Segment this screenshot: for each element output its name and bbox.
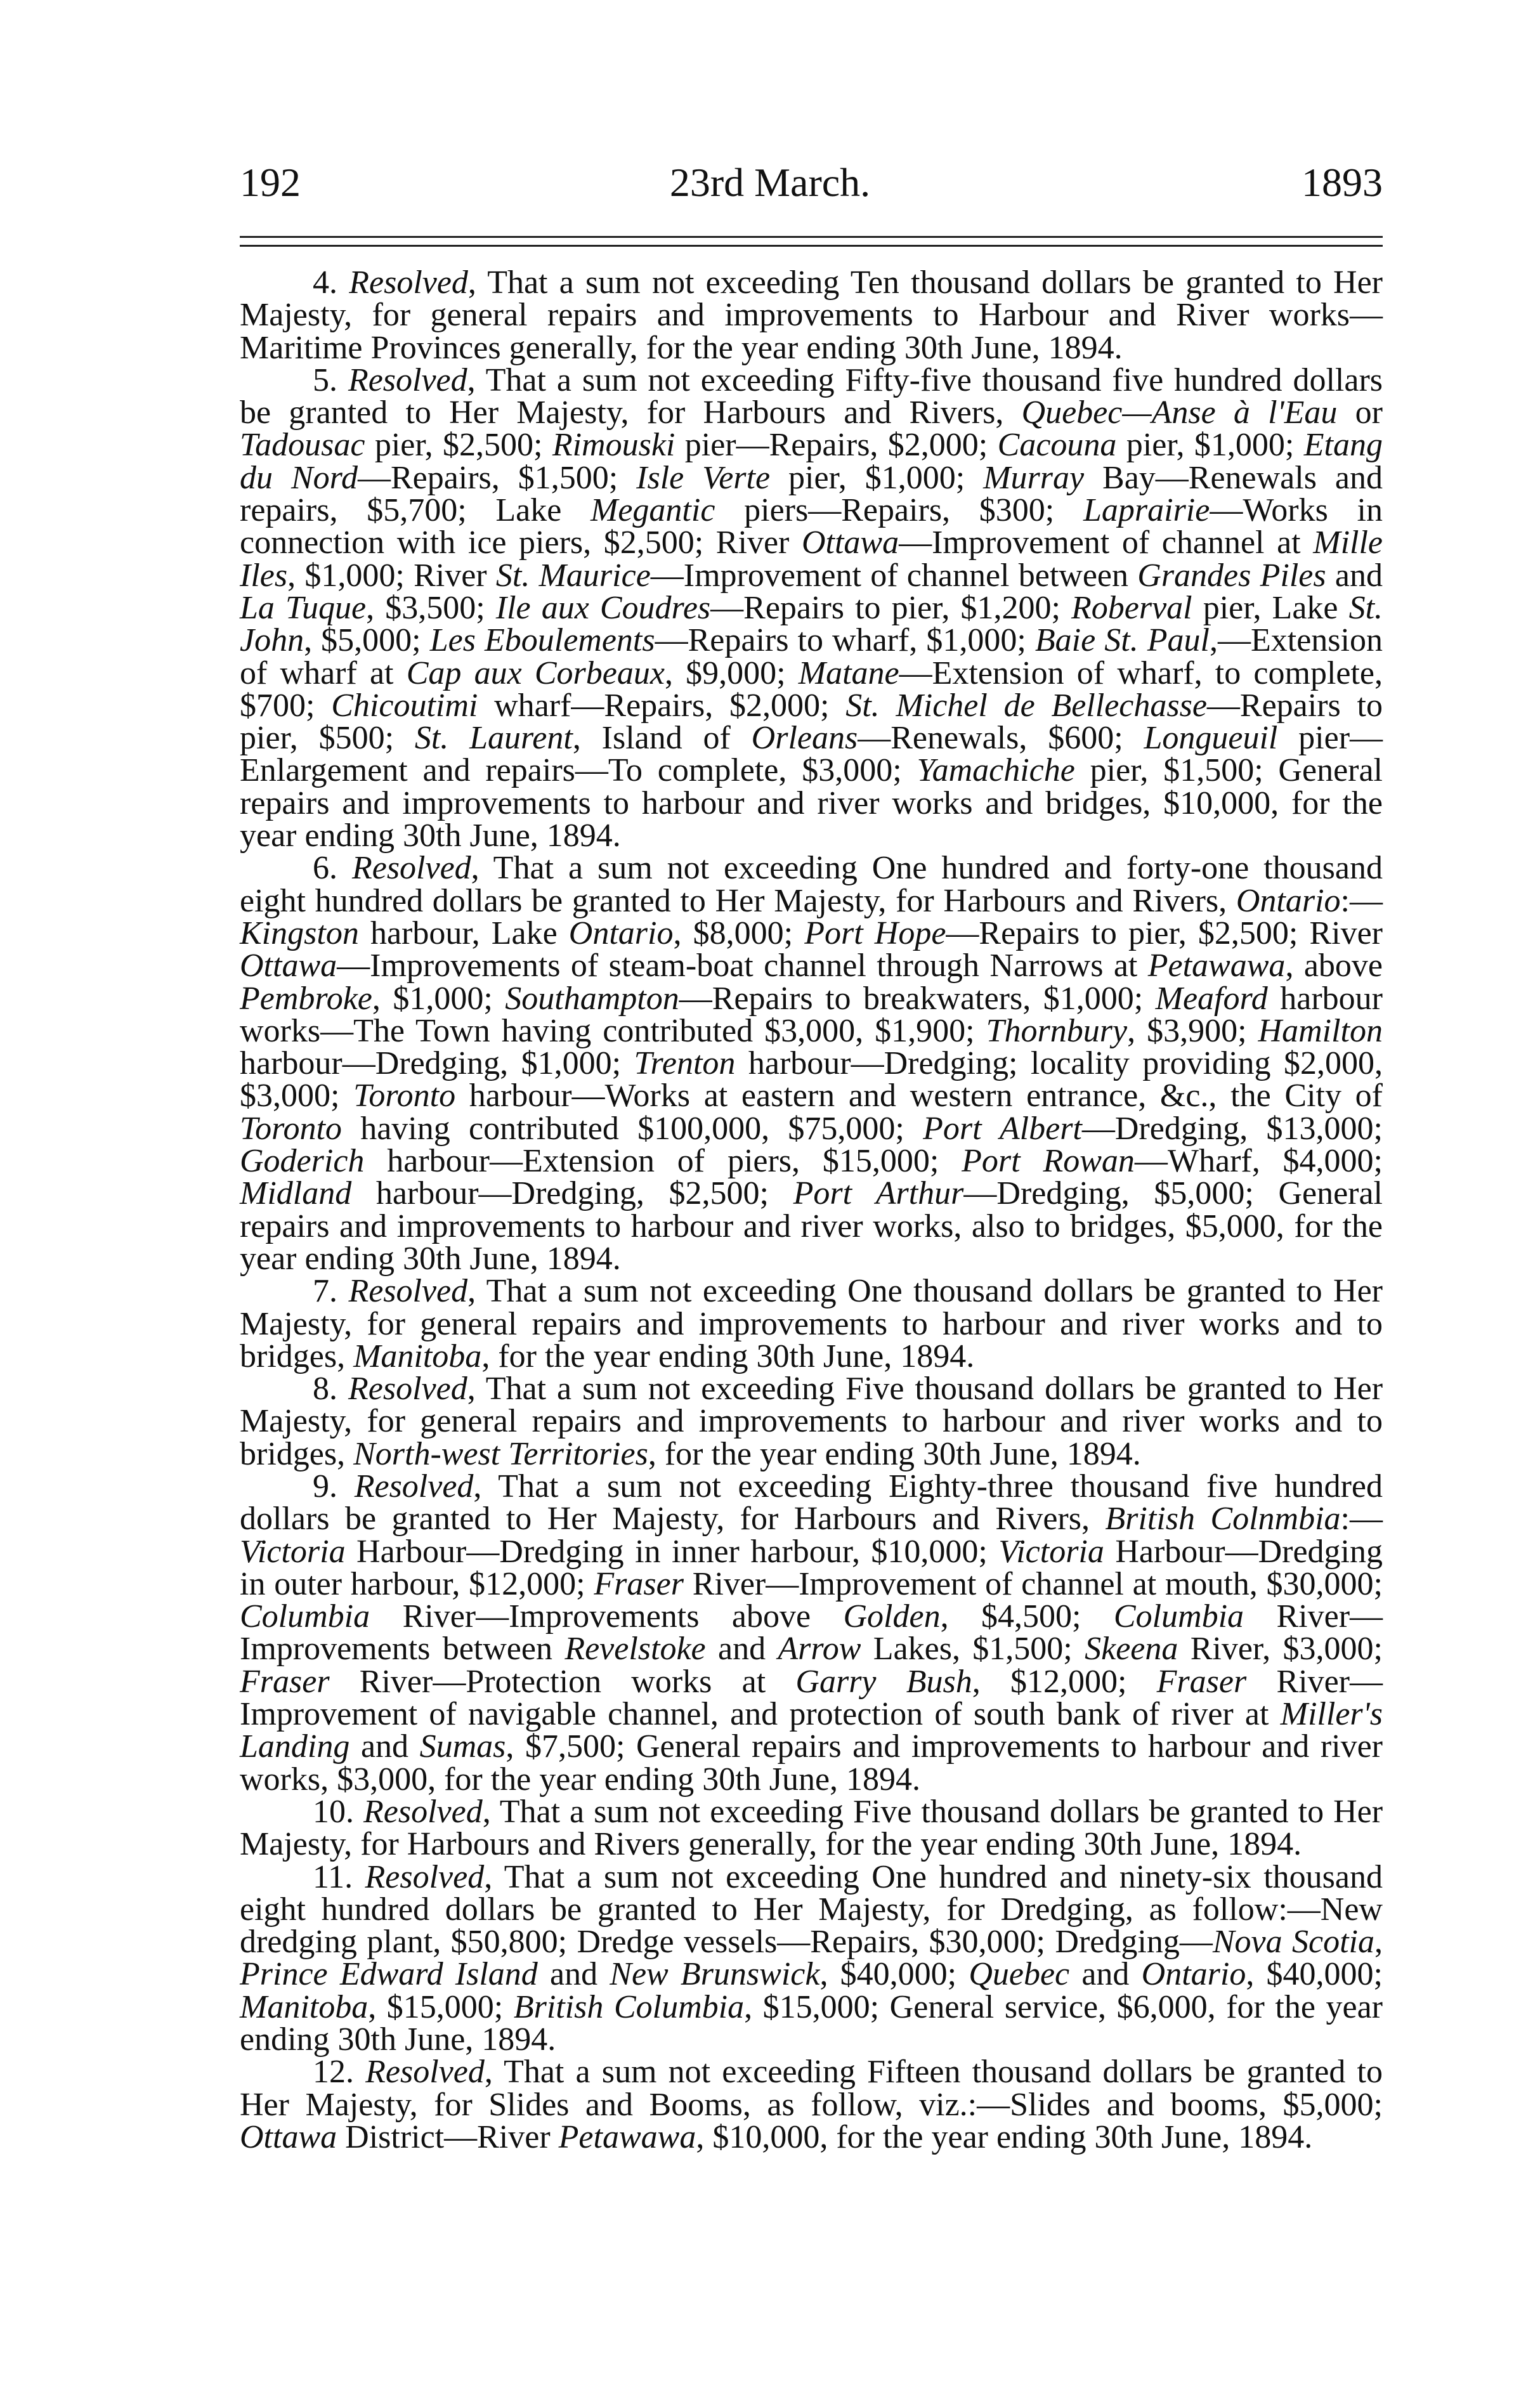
resolution-9: 9. Resolved, That a sum not exceeding Eighty-three thousand five hundred dollars be granted to Her Majesty, for Harbours and Rivers, British Colnmbia:—Victoria Harbour—Dredging in inner harbour, $10,000; Victoria Harbour—Dredging in outer harbour, $12,000; Fraser River—Improvement of channel at mouth, $30,000; Columbia River—Improvements above Golden, $4,500; Columbia River—Improvements between Revelstoke and Arrow Lakes, $1,500; Skeena River, $3,000; Fraser River—Protection works at Garry Bush, $12,000; Fraser River—Improvement of navigable channel, and protection of south bank of river at Miller's Landing and Sumas, $7,500; General repairs and improvements to harbour and river works, $3,000, for the year ending 30th June, 1894. [240,1468,1383,1798]
resolution-12: 12. Resolved, That a sum not exceeding Fifteen thousand dollars be granted to Her Majesty, for Slides and Booms, as follow, viz.:—Slides and booms, $5,000; Ottawa District—River Petawawa, $10,000, for the year ending 30th June, 1894. [240,2054,1383,2155]
resolution-10: 10. Resolved, That a sum not exceeding Five thousand dollars be granted to Her Majesty, for Harbours and Rivers generally, for the year ending 30th June, 1894. [240,1793,1383,1863]
header-rule-bottom [240,245,1383,247]
resolutions-body [240,266,1383,2153]
resolution-11: 11. Resolved, That a sum not exceeding One hundred and ninety-six thousand eight hundred dollars be granted to Her Majesty, for Dredging, as follow:—New dredging plant, $50,800; Dredge vessels—Repairs, $30,000; Dredging—Nova Scotia, Prince Edward Island and New Brunswick, $40,000; Quebec and Ontario, $40,000; Manitoba, $15,000; British Columbia, $15,000; General service, $6,000, for the year ending 30th June, 1894. [240,1858,1383,2058]
resolution-8: 8. Resolved, That a sum not exceeding Five thousand dollars be granted to Her Majesty, for general repairs and improvements to harbour and river works and to bridges, North-west Territories, for the year ending 30th June, 1894. [240,1371,1383,1472]
page-date: 23rd March. [669,160,871,205]
resolution-5: 5. Resolved, That a sum not exceeding Fifty-five thousand five hundred dollars be granted to Her Majesty, for Harbours and Rivers, Quebec—Anse à l'Eau or Tadousac pier, $2,500; Rimouski pier—Repairs, $2,000; Cacouna pier, $1,000; Etang du Nord—Repairs, $1,500; Isle Verte pier, $1,000; Murray Bay—Renewals and repairs, $5,700; Lake Megantic piers—Repairs, $300; Laprairie—Works in connection with ice piers, $2,500; River Ottawa—Improvement of channel at Mille Iles, $1,000; River St. Maurice—Improvement of channel between Grandes Piles and La Tuque, $3,500; Ile aux Coudres—Repairs to pier, $1,200; Roberval pier, Lake St. John, $5,000; Les Eboulements—Repairs to wharf, $1,000; Baie St. Paul,—Extension of wharf at Cap aux Corbeaux, $9,000; Matane—Extension of wharf, to complete, $700; Chicoutimi wharf—Repairs, $2,000; St. Michel de Bellechasse—Repairs to pier, $500; St. Laurent, Island of Orleans—Renewals, $600; Longueuil pier—Enlargement and repairs—To complete, $3,000; Yamachiche pier, $1,500; General repairs and improvements to harbour and river works and bridges, $10,000, for the year ending 30th June, 1894. [240,362,1383,854]
page-year: 1893 [1302,160,1383,205]
page-number: 192 [240,160,301,205]
resolution-4: 4. Resolved, That a sum not exceeding Ten thousand dollars be granted to Her Majesty, for general repairs and improvements to Harbour and River works—Maritime Provinces generally, for the year ending 30th June, 1894. [240,264,1383,366]
resolution-6: 6. Resolved, That a sum not exceeding One hundred and forty-one thousand eight hundred dollars be granted to Her Majesty, for Harbours and Rivers, Ontario:—Kingston harbour, Lake Ontario, $8,000; Port Hope—Repairs to pier, $2,500; River Ottawa—Improvements of steam-boat channel through Narrows at Petawawa, above Pembroke, $1,000; Southampton—Repairs to breakwaters, $1,000; Meaford harbour works—The Town having contributed $3,000, $1,900; Thornbury, $3,900; Hamilton harbour—Dredging, $1,000; Trenton harbour—Dredging; locality providing $2,000, $3,000; Toronto harbour—Works at eastern and western entrance, &c., the City of Toronto having contributed $100,000, $75,000; Port Albert—Dredging, $13,000; Goderich harbour—Extension of piers, $15,000; Port Rowan—Wharf, $4,000; Midland harbour—Dredging, $2,500; Port Arthur—Dredging, $5,000; General repairs and improvements to harbour and river works, also to bridges, $5,000, for the year ending 30th June, 1894. [240,850,1383,1277]
resolution-7: 7. Resolved, That a sum not exceeding One thousand dollars be granted to Her Majesty, for general repairs and improvements to harbour and river works and to bridges, Manitoba, for the year ending 30th June, 1894. [240,1273,1383,1374]
header-rule-top [240,236,1383,238]
